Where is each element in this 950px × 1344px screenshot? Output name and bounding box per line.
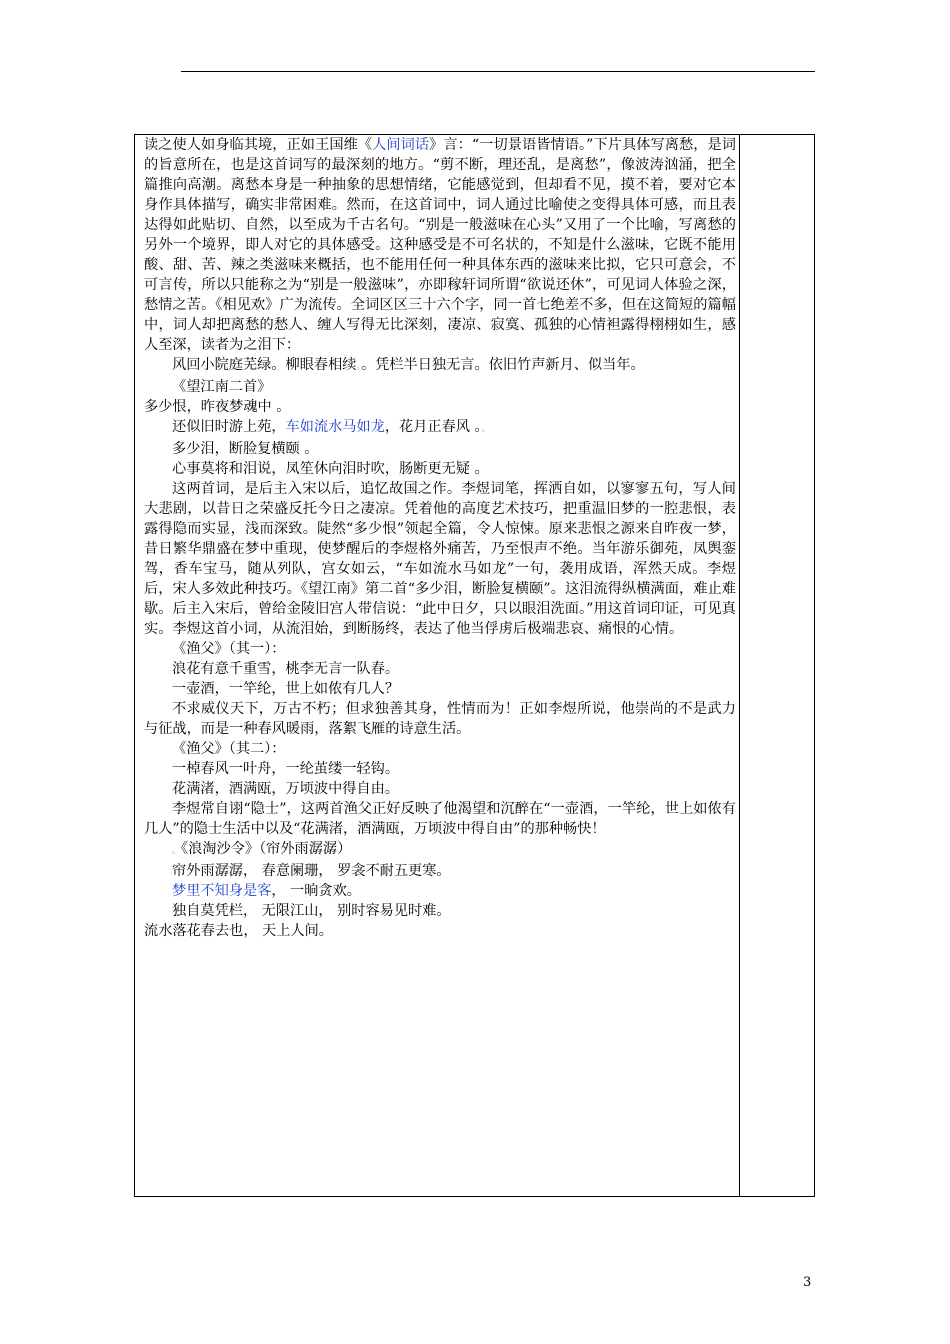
text-segment: 风回小院庭芜绿。柳眼春相续 — [172, 357, 357, 373]
column-divider — [739, 135, 740, 1196]
paragraph-p11 — [144, 679, 736, 699]
paragraph-p9 — [144, 639, 736, 659]
text-segment: 多少泪，断脸复横颐 。 — [172, 441, 319, 457]
paragraph-p15 — [144, 779, 736, 799]
text-segment: 梦里不知身是客 — [172, 883, 272, 899]
paragraph-p2 — [144, 355, 736, 377]
text-segment: 一壶酒，一竿纶，世上如侬有几人？ — [172, 681, 400, 697]
paragraph-p17 — [144, 839, 736, 861]
annotation-mark: 。 — [481, 424, 491, 434]
paragraph-p10 — [144, 659, 736, 679]
main-text-cell — [144, 135, 736, 941]
paragraph-p21 — [144, 921, 736, 941]
text-segment: 人间词话 — [372, 137, 430, 153]
text-segment: 《渔父》（其一）： — [172, 641, 286, 657]
text-segment: 《渔父》（其二）： — [172, 741, 286, 757]
text-segment: 李煜常自诩“隐士”，这两首渔父正好反映了他渴望和沉醉在“一壶酒，一竿纶，世上如侬有几人”的隐士生活中以及“花满渚，酒满瓯，万顷波中得自由”的那种畅快！ — [144, 801, 736, 837]
text-segment: ， 一晌贪欢。 — [271, 883, 361, 899]
paragraph-p16 — [144, 799, 736, 839]
paragraph-p6 — [144, 439, 736, 459]
text-segment: 心事莫将和泪说，凤笙休向泪时吹，肠断更无疑 。 — [172, 461, 489, 477]
paragraph-p20 — [144, 901, 736, 921]
text-segment: 花满渚，酒满瓯，万顷波中得自由。 — [172, 781, 400, 797]
text-segment: 不求威仪天下，万古不朽；但求独善其身，性情而为！正如李煜所说，他崇尚的不是武力与征战，而是一种春风暖雨，落絮飞雁的诗意生活。 — [144, 701, 736, 737]
page-number: 3 — [803, 1275, 812, 1290]
text-segment: 帘外雨潺潺， 春意阑珊， 罗衾不耐五更寒。 — [172, 863, 451, 879]
text-segment: 流水落花春去也， 天上人间。 — [144, 923, 333, 939]
paragraph-p13 — [144, 739, 736, 759]
text-segment: 浪花有意千重雪，桃李无言一队春。 — [172, 661, 400, 677]
paragraph-p4 — [144, 397, 736, 417]
text-segment: 读之使人如身临其境，正如王国维《 — [144, 137, 373, 153]
paragraph-p7 — [144, 459, 736, 479]
text-segment: 》言：“一切景语皆情语。”下片具体写离愁，是词的旨意所在，也是这首词写的最深刻的地方。“剪不断，理还乱，是离愁”，像波涛汹涌，把全篇推向高潮。离愁本身是一种抽象的思想情绪，它能感觉到，但却看不见，摸不着，要对它本身作具体描写，确实非常困难。然而，在这首词中，词人通过比喻使之变得具体可感，而且表达得如此贴切、自然，以至成为千古名句。“别是一般滋味在心头”又用了一个比喻，写离愁的另外一个境界，即人对它的具体感受。这种感受是不可名状的，不知是什么滋味，它既不能用酸、甜、苦、辣之类滋味来概括，也不能用任何一种具体东西的滋味来比拟，它只可意会，不可言传，所以只能称之为“别是一般滋味”，亦即稼轩词所谓“欲说还休”，可见词人体验之深，愁情之苦。《相见欢》广为流传。全词区区三十六个字，同一首七绝差不多，但在这简短的篇幅中，词人却把离愁的愁人、缠人写得无比深刻，凄凉、寂寞、孤独的心情袒露得栩栩如生，感人至深，读者为之泪下： — [144, 137, 736, 353]
text-segment: ，花月正春风 。 — [384, 419, 482, 435]
document-table — [134, 134, 815, 1197]
paragraph-p5 — [144, 417, 736, 439]
paragraph-p1 — [144, 135, 736, 355]
paragraph-p12 — [144, 699, 736, 739]
paragraph-p19 — [144, 881, 736, 901]
text-segment: 这两首词，是后主入宋以后，追忆故国之作。李煜词笔，挥洒自如，以寥寥五句，写人间大悲剧，以昔日之荣盛反托今日之凄凉。凭着他的高度艺术技巧，把重温旧梦的一腔悲恨，表露得隐而实显，浅而深致。陡然“多少恨”领起全篇，令人惊悚。原来悲恨之源来自昨夜一梦，昔日繁华鼎盛在梦中重现，使梦醒后的李煜格外痛苦，乃至恨声不绝。当年游乐御苑，凤舆銮驾，香车宝马，随从列队，宫女如云，“车如流水马如龙”一句，袭用成语，浑然天成。李煜后，宋人多效此种技巧。《望江南》第二首“多少泪，断脸复横颐”。这泪流得纵横满面，难止难歇。后主入宋后，曾给金陵旧宫人带信说：“此中日夕，只以眼泪洗面。”用这首词印证，可见真实。李煜这首小词，从流泪始，到断肠终，表达了他当俘虏后极端悲哀、痛恨的心情。 — [144, 481, 736, 637]
header-rule — [181, 71, 815, 72]
annotation-mark: 。 — [172, 846, 182, 856]
text-segment: 《浪淘沙令》（帘外雨潺潺） — [181, 841, 352, 857]
paragraph-p8 — [144, 479, 736, 639]
paragraph-p18 — [144, 861, 736, 881]
text-segment: 车如流水马如龙 — [285, 419, 385, 435]
text-segment: 一棹春风一叶舟，一纶茧缕一轻钩。 — [172, 761, 400, 777]
text-segment: 独自莫凭栏， 无限江山， 别时容易见时难。 — [172, 903, 451, 919]
paragraph-p3 — [144, 377, 736, 397]
annotation-mark: 。 — [356, 362, 361, 372]
text-segment: 。凭栏半日独无言。依旧竹声新月、似当年。 — [360, 357, 645, 373]
paragraph-p14 — [144, 759, 736, 779]
text-segment: 多少恨，昨夜梦魂中 。 — [144, 399, 291, 415]
text-segment: 还似旧时游上苑， — [172, 419, 286, 435]
text-segment: 《望江南二首》 — [172, 379, 272, 395]
